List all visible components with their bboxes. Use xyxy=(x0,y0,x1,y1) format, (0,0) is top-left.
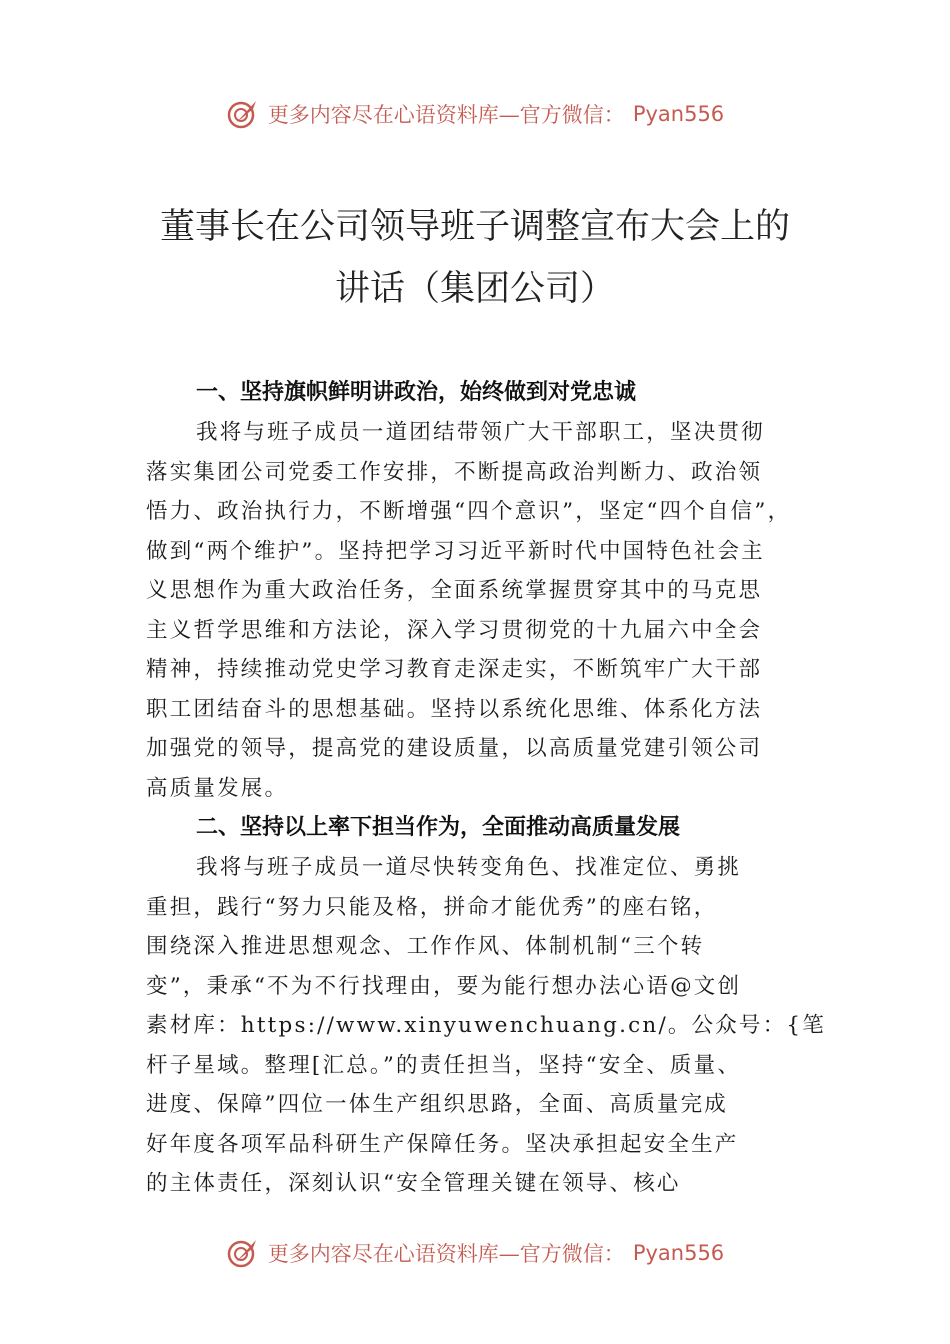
section-2-paragraph xyxy=(146,848,826,1204)
paragraph-line: 我将与班子成员一道尽快转变角色、找准定位、勇挑 xyxy=(196,855,742,880)
section-1-paragraph xyxy=(146,413,806,808)
paragraph-line: 高质量发展。 xyxy=(146,775,289,801)
paragraph-line: 义思想作为重大政治任务，全面系统掌握贯穿其中的马克思 xyxy=(146,578,763,603)
section-2-heading: 二、坚持以上率下担当作为，全面推动高质量发展 xyxy=(196,815,681,840)
paragraph-line: 我将与班子成员一道团结带领广大干部职工，坚决贯彻 xyxy=(196,420,765,445)
paragraph-line: 好年度各项军品科研生产保障任务。坚决承担起安全生产 xyxy=(146,1131,739,1157)
title-line-2: 讲话（集团公司） xyxy=(334,269,615,309)
document-title xyxy=(0,196,950,320)
paragraph-line: 进度、保障”四位一体生产组织思路，全面、高质量完成 xyxy=(146,1092,728,1117)
paragraph-line: 变”，秉承“不为不行找理由，要为能行想办法心语@文创 xyxy=(146,973,742,999)
quill-logo-icon xyxy=(226,1236,260,1270)
paragraph-line: 素材库：https://www.xinyuwenchuang.cn/。公众号：{笔 xyxy=(146,1013,826,1038)
paragraph-line: 职工团结奋斗的思想基础。坚持以系统化思维、体系化方法 xyxy=(146,696,763,722)
header-watermark xyxy=(0,94,950,134)
title-line-1: 董事长在公司领导班子调整宣布大会上的 xyxy=(159,207,790,247)
paragraph-line: 精神，持续推动党史学习教育走深走实，不断筑牢广大干部 xyxy=(146,657,763,682)
footer-watermark xyxy=(0,1233,950,1273)
watermark-text: 更多内容尽在心语资料库—官方微信： xyxy=(267,103,625,127)
paragraph-line: 围绕深入推进思想观念、工作作风、体制机制“三个转 xyxy=(146,934,705,959)
paragraph-line: 的主体责任，深刻认识“安全管理关键在领导、核心 xyxy=(146,1171,681,1196)
watermark-wechat-id: Pyan556 xyxy=(632,102,725,126)
paragraph-line: 做到“两个维护”。坚持把学习习近平新时代中国特色社会主 xyxy=(146,538,765,564)
paragraph-line: 杆子星域。整理[汇总。”的责任担当，坚持“安全、质量、 xyxy=(146,1052,742,1078)
paragraph-line: 重担，践行“努力只能及格，拼命才能优秀”的座右铭， xyxy=(146,894,718,920)
quill-logo-icon xyxy=(226,97,260,131)
paragraph-line: 落实集团公司党委工作安排，不断提高政治判断力、政治领 xyxy=(146,459,763,485)
watermark-wechat-id: Pyan556 xyxy=(632,1241,725,1265)
paragraph-line: 悟力、政治执行力，不断增强“四个意识”，坚定“四个自信”， xyxy=(146,499,792,524)
watermark-text: 更多内容尽在心语资料库—官方微信： xyxy=(267,1242,625,1266)
document-body xyxy=(146,373,826,1204)
paragraph-line: 主义哲学思维和方法论，深入学习贯彻党的十九届六中全会 xyxy=(146,617,763,643)
section-1-heading: 一、坚持旗帜鲜明讲政治，始终做到对党忠诚 xyxy=(196,380,637,405)
paragraph-line: 加强党的领导，提高党的建设质量，以高质量党建引领公司 xyxy=(146,736,763,761)
